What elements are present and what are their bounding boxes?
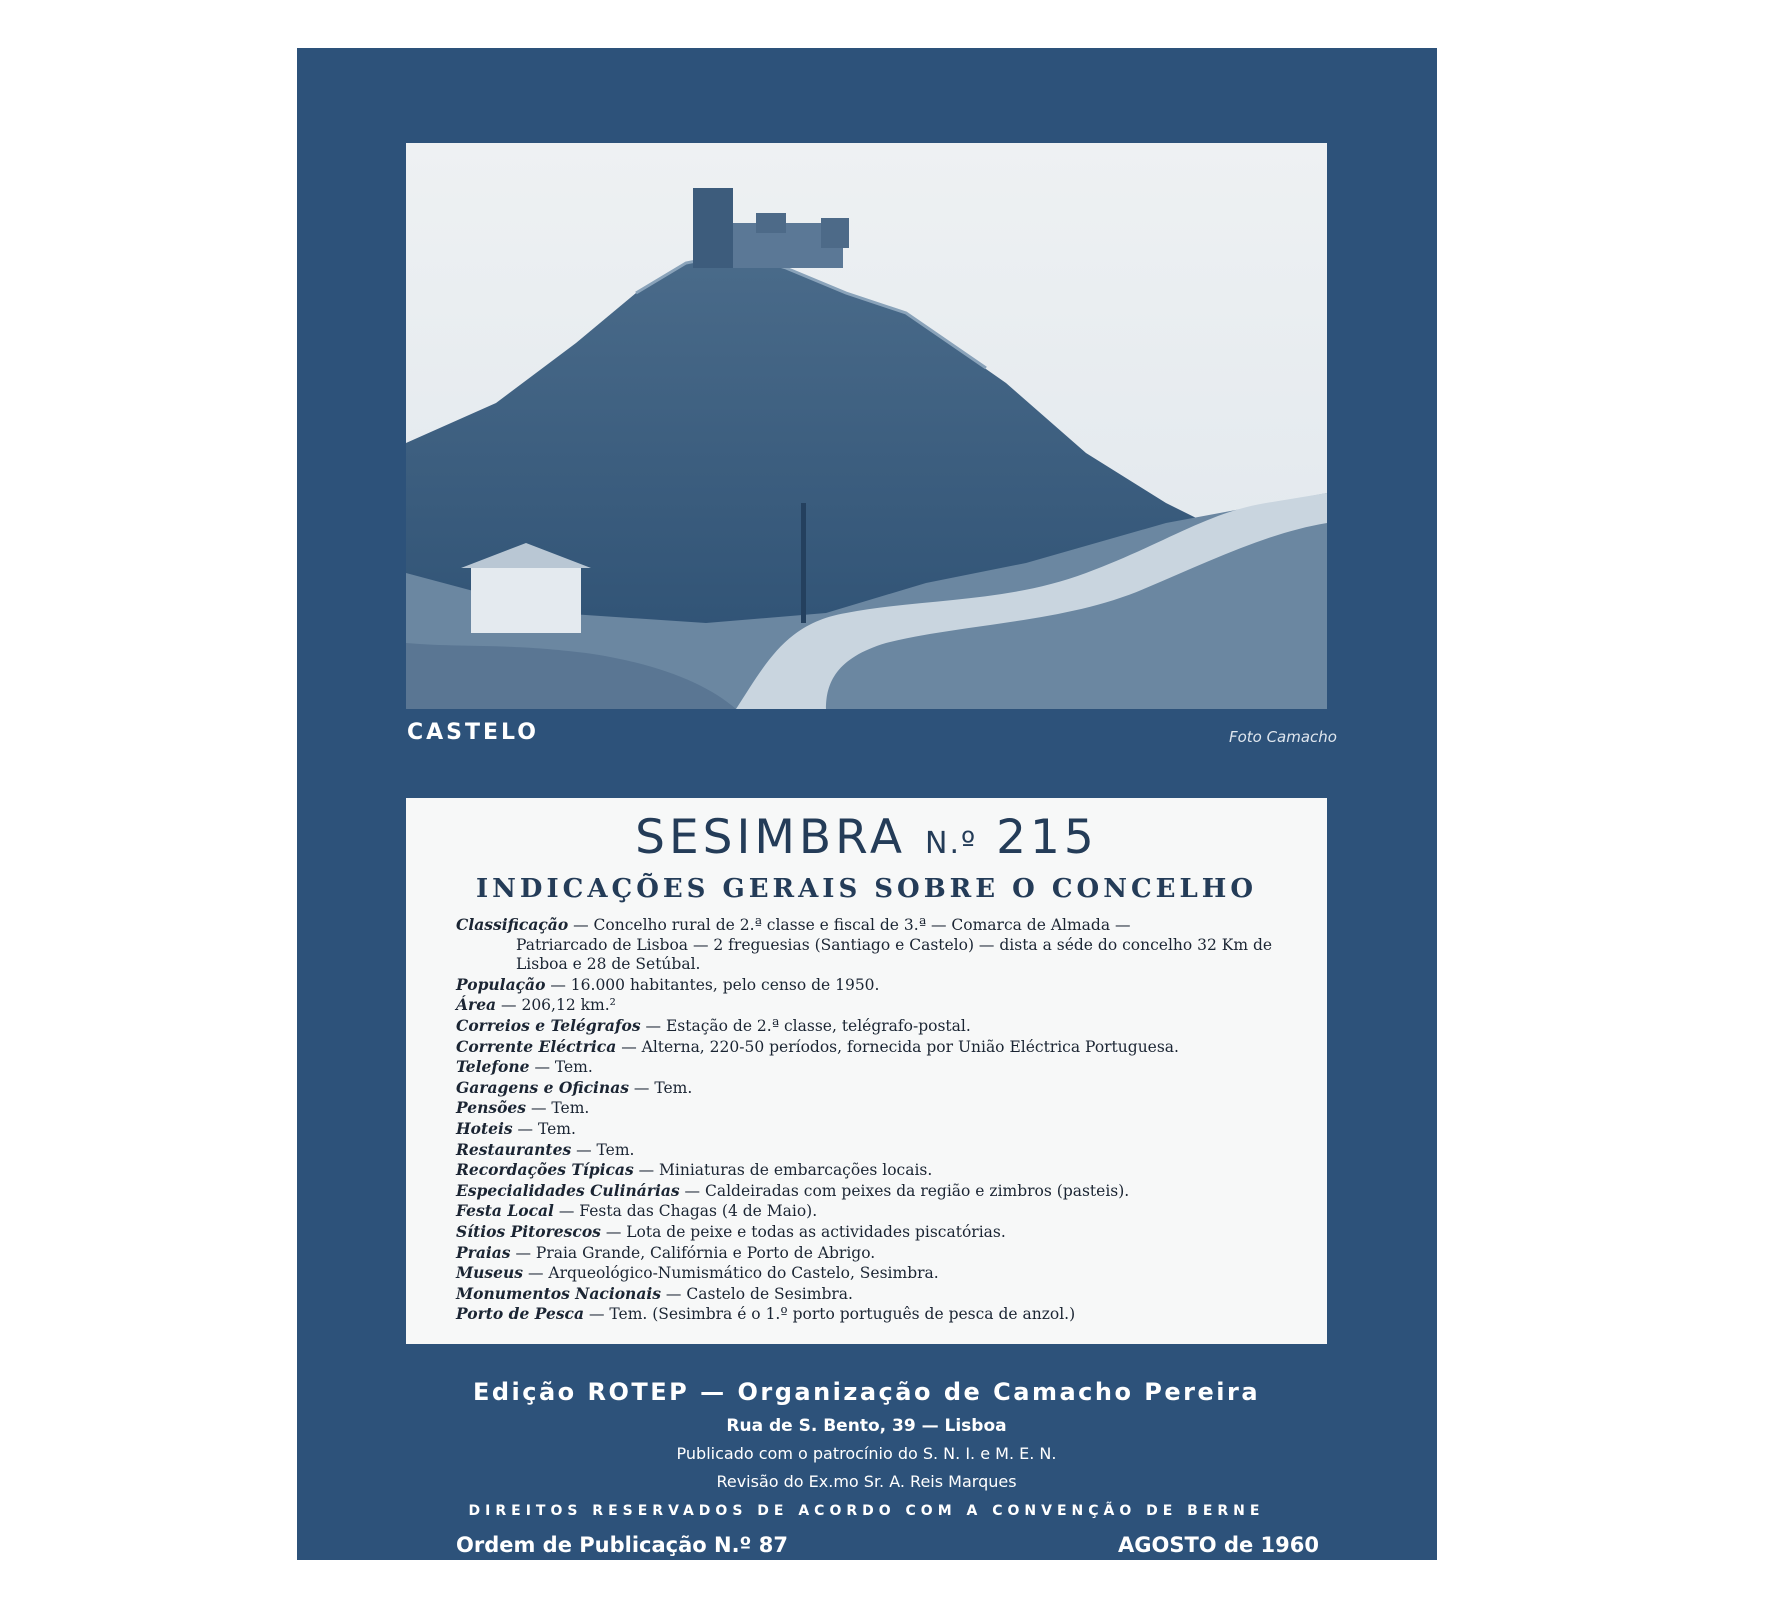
entry: Pensões — Tem.	[456, 1098, 590, 1118]
title-number: 215	[996, 810, 1098, 865]
entry: Museus — Arqueológico-Numismático do Castelo, Sesimbra.	[456, 1263, 939, 1283]
entry: Praias — Praia Grande, Califórnia e Porto de Abrigo.	[456, 1242, 876, 1262]
entries-list	[456, 915, 1286, 1325]
entry: Correios e Telégrafos — Estação de 2.ª classe, telégrafo-postal.	[456, 1015, 971, 1035]
entry: Monumentos Nacionais — Castelo de Sesimbra.	[456, 1283, 853, 1303]
title-main: SESIMBRA	[635, 810, 907, 865]
footer-address: Rua de S. Bento, 39 — Lisboa	[726, 1416, 1007, 1436]
entry: Corrente Eléctrica — Alterna, 220-50 períodos, fornecida por União Eléctrica Portuguesa.	[456, 1036, 1179, 1056]
entry: População — 16.000 habitantes, pelo censo de 1950.	[456, 974, 880, 994]
footer-edition: Edição ROTEP — Organização de Camacho Pereira	[472, 1378, 1261, 1406]
entry: Telefone — Tem.	[456, 1057, 593, 1077]
castle-photo-image	[406, 143, 1327, 709]
entry: Área — 206,12 km.²	[456, 995, 616, 1015]
title-number-prefix: N.º	[925, 826, 978, 861]
entry: Hoteis — Tem.	[456, 1118, 576, 1138]
entry: Restaurantes — Tem.	[456, 1139, 635, 1159]
footer-rights: DIREITOS RESERVADOS DE ACORDO COM A CONVENÇÃO DE BERNE	[468, 1503, 1265, 1519]
card-subtitle: INDICAÇÕES GERAIS SOBRE O CONCELHO	[476, 874, 1257, 904]
footer-revision: Revisão do Ex.mo Sr. A. Reis Marques	[716, 1472, 1017, 1491]
entry: Garagens e Oficinas — Tem.	[456, 1077, 693, 1097]
photo-credit: Foto Camacho	[1228, 728, 1337, 746]
entry: Especialidades Culinárias — Caldeiradas com peixes da região e zimbros (pasteis).	[456, 1180, 1130, 1200]
card-title	[406, 810, 1327, 865]
entry: Porto de Pesca — Tem. (Sesimbra é o 1.º porto português de pesca de anzol.)	[456, 1304, 1076, 1324]
footer-order: Ordem de Publicação N.º 87	[456, 1533, 788, 1557]
entry: Festa Local — Festa das Chagas (4 de Maio).	[456, 1201, 818, 1221]
footer-date: AGOSTO de 1960	[1118, 1533, 1319, 1557]
photo-caption: CASTELO	[407, 720, 539, 745]
footer-sponsorship: Publicado com o patrocínio do S. N. I. e M. E. N.	[676, 1444, 1057, 1463]
entry: Sítios Pitorescos — Lota de peixe e todas as actividades piscatórias.	[456, 1221, 1006, 1241]
entry: Classificação — Concelho rural de 2.ª classe e fiscal de 3.ª — Comarca de Almada — Patriarcado de Lisboa — 2 freguesias (Santiago e Castelo) — dista a séde do concelho 32 Km de Lisboa e 28 de Setúbal.	[456, 915, 1273, 974]
info-card	[406, 798, 1327, 1344]
entry: Recordações Típicas — Miniaturas de embarcações locais.	[456, 1160, 933, 1180]
castle-photo	[406, 143, 1327, 709]
